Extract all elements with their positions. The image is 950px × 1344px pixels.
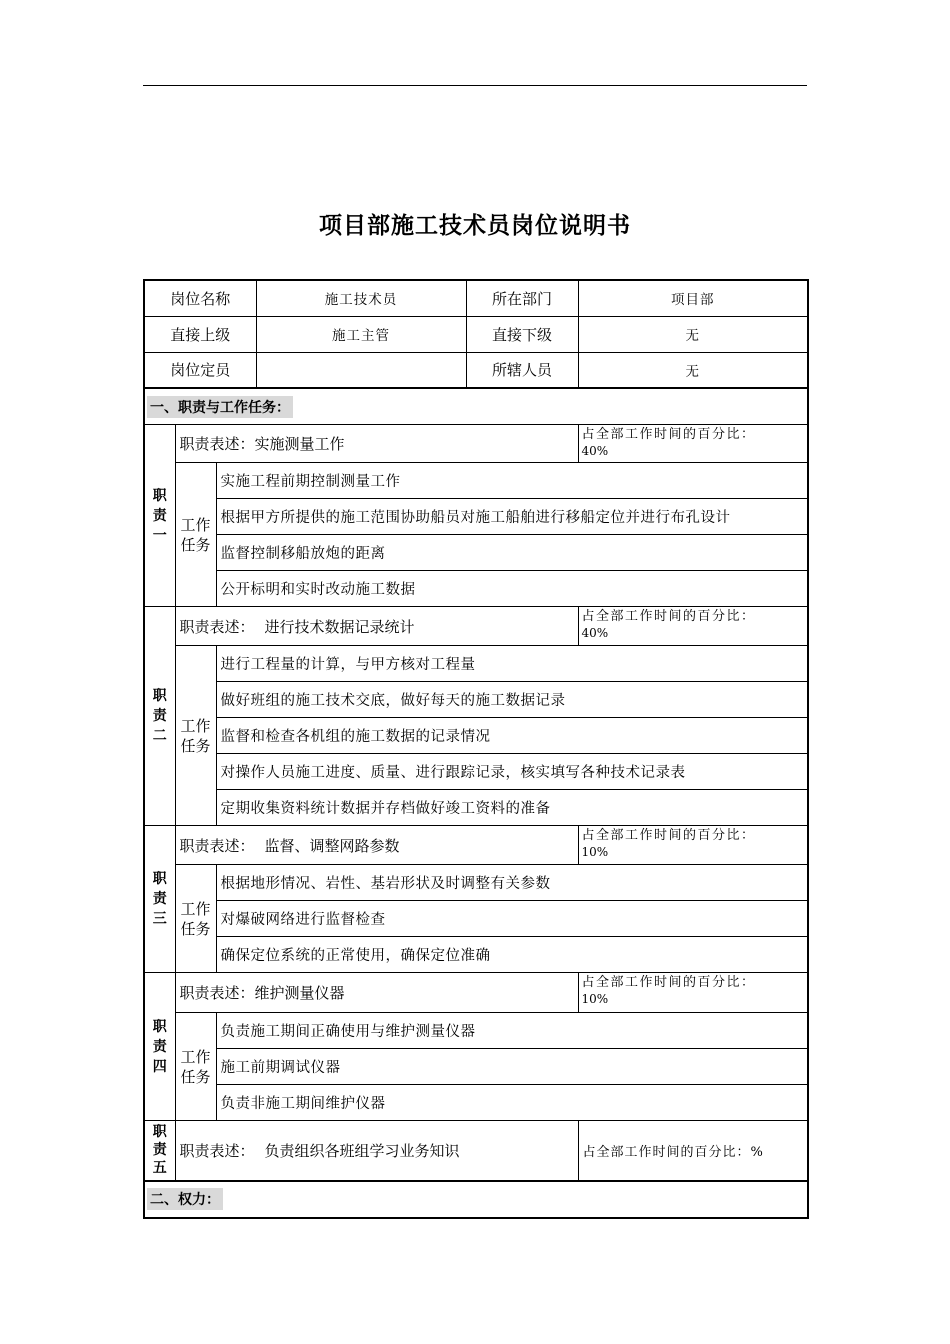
- info-row-1: [144, 280, 808, 316]
- duty-4-head: 职 责 四: [144, 973, 175, 1121]
- superior-value: 施工主管: [256, 316, 466, 352]
- duty-3-desc-row: [144, 826, 808, 865]
- duty-4-task-1: 负责施工期间正确使用与维护测量仪器: [216, 1013, 808, 1049]
- duty-2-percentage: 占全部工作时间的百分比： 40%: [578, 607, 808, 646]
- page-title: 项目部施工技术员岗位说明书: [319, 213, 631, 239]
- task-row: [144, 901, 808, 937]
- duty-1-head: 职 责 一: [144, 425, 175, 607]
- duty-5-percentage: 占全部工作时间的百分比：%: [578, 1121, 808, 1181]
- duty-5-head: 职 责 五: [144, 1121, 175, 1181]
- task-row: [144, 790, 808, 826]
- duty-1-task-3: 监督控制移船放炮的距离: [216, 535, 808, 571]
- duty-3-task-2: 对爆破网络进行监督检查: [216, 901, 808, 937]
- duty-2-head: 职 责 二: [144, 607, 175, 826]
- duty-1-task-4: 公开标明和实时改动施工数据: [216, 571, 808, 607]
- task-row: [144, 865, 808, 901]
- task-row: [144, 682, 808, 718]
- task-row: [144, 1085, 808, 1121]
- position-name-label: 岗位名称: [144, 280, 256, 316]
- duty-4-task-2: 施工前期调试仪器: [216, 1049, 808, 1085]
- superior-label: 直接上级: [144, 316, 256, 352]
- task-row: [144, 718, 808, 754]
- info-row-2: [144, 316, 808, 352]
- headcount-label: 岗位定员: [144, 352, 256, 388]
- duty-4-description: 职责表述：维护测量仪器: [175, 973, 578, 1013]
- duty-4-percentage: 占全部工作时间的百分比： 10%: [578, 973, 808, 1013]
- duty-4-task-3: 负责非施工期间维护仪器: [216, 1085, 808, 1121]
- duty-3-task-1: 根据地形情况、岩性、基岩形状及时调整有关参数: [216, 865, 808, 901]
- managed-label: 所辖人员: [466, 352, 578, 388]
- duty-5-desc-row: [144, 1121, 808, 1181]
- duty-2-task-5: 定期收集资料统计数据并存档做好竣工资料的准备: [216, 790, 808, 826]
- duty-2-description: 职责表述： 进行技术数据记录统计: [175, 607, 578, 646]
- task-row: [144, 1013, 808, 1049]
- duty-1-task-1: 实施工程前期控制测量工作: [216, 463, 808, 499]
- task-row: [144, 646, 808, 682]
- duty-3-head: 职 责 三: [144, 826, 175, 973]
- section-2-row: [144, 1181, 808, 1218]
- duty-2-task-4: 对操作人员施工进度、质量、进行跟踪记录，核实填写各种技术记录表: [216, 754, 808, 790]
- duty-4-desc-row: [144, 973, 808, 1013]
- task-row: [144, 463, 808, 499]
- header-rule: [143, 85, 807, 86]
- duty-1-description: 职责表述：实施测量工作: [175, 425, 578, 463]
- duty-2-task-1: 进行工程量的计算，与甲方核对工程量: [216, 646, 808, 682]
- managed-value: 无: [578, 352, 808, 388]
- section-1-row: [144, 388, 808, 425]
- work-task-label: 工作 任务: [175, 1013, 216, 1121]
- task-row: [144, 937, 808, 973]
- task-row: [144, 571, 808, 607]
- task-row: [144, 535, 808, 571]
- duty-3-task-3: 确保定位系统的正常使用，确保定位准确: [216, 937, 808, 973]
- department-value: 项目部: [578, 280, 808, 316]
- info-row-3: [144, 352, 808, 388]
- duty-1-percentage: 占全部工作时间的百分比： 40%: [578, 425, 808, 463]
- duty-3-description: 职责表述： 监督、调整网路参数: [175, 826, 578, 865]
- job-description-table: [143, 279, 809, 1219]
- section-2-title: 二、权力：: [147, 1188, 223, 1210]
- duty-2-task-2: 做好班组的施工技术交底，做好每天的施工数据记录: [216, 682, 808, 718]
- duty-1-task-2: 根据甲方所提供的施工范围协助船员对施工船舶进行移船定位并进行布孔设计: [216, 499, 808, 535]
- duty-3-percentage: 占全部工作时间的百分比： 10%: [578, 826, 808, 865]
- work-task-label: 工作 任务: [175, 646, 216, 826]
- department-label: 所在部门: [466, 280, 578, 316]
- duty-2-desc-row: [144, 607, 808, 646]
- task-row: [144, 1049, 808, 1085]
- subordinate-label: 直接下级: [466, 316, 578, 352]
- work-task-label: 工作 任务: [175, 463, 216, 607]
- position-name-value: 施工技术员: [256, 280, 466, 316]
- headcount-value: [256, 352, 466, 388]
- task-row: [144, 754, 808, 790]
- section-1-title: 一、职责与工作任务：: [147, 396, 293, 418]
- subordinate-value: 无: [578, 316, 808, 352]
- duty-5-description: 职责表述： 负责组织各班组学习业务知识: [175, 1121, 578, 1181]
- task-row: [144, 499, 808, 535]
- work-task-label: 工作 任务: [175, 865, 216, 973]
- duty-2-task-3: 监督和检查各机组的施工数据的记录情况: [216, 718, 808, 754]
- duty-1-desc-row: [144, 425, 808, 463]
